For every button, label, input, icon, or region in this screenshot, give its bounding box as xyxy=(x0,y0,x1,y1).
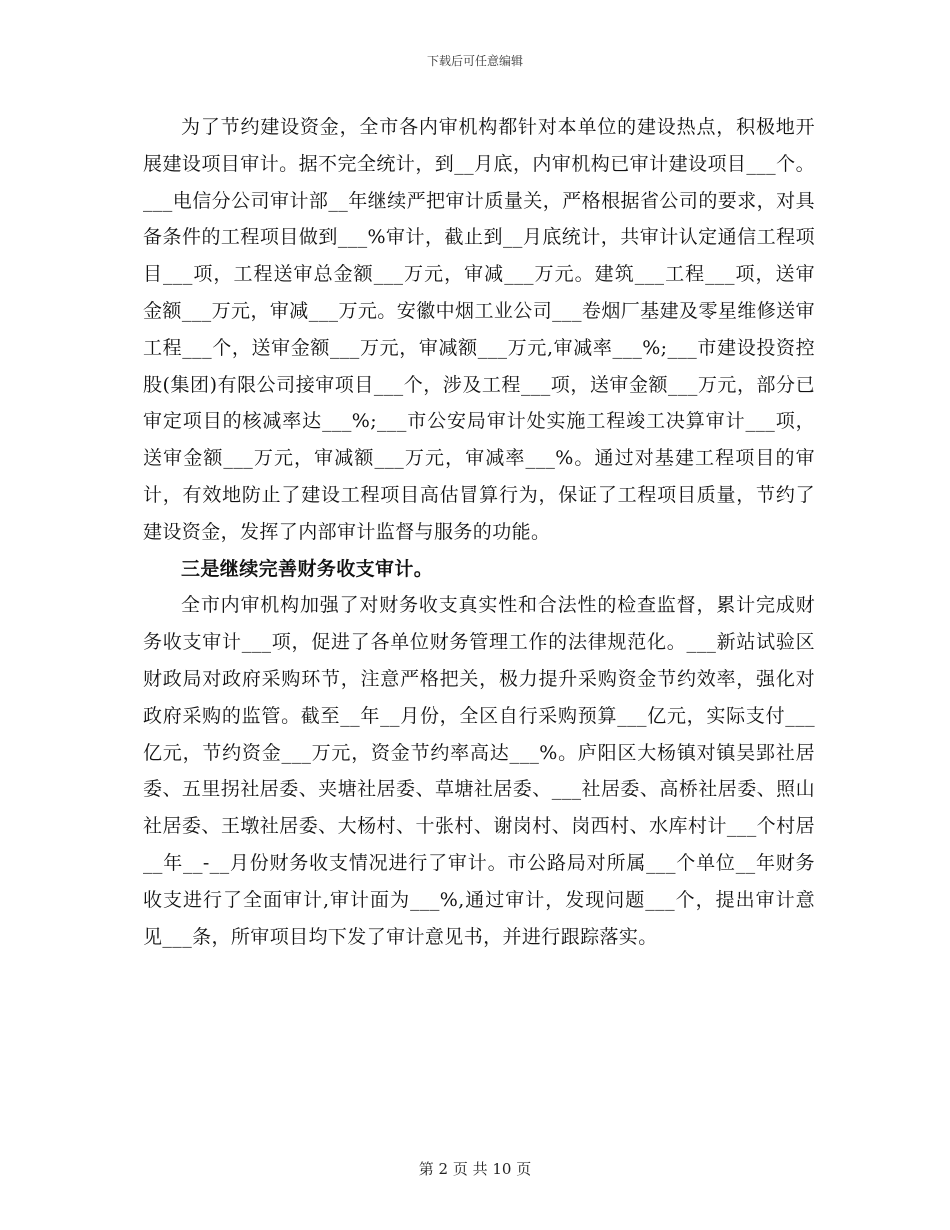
paragraph-construction-audit: 为了节约建设资金，全市各内审机构都针对本单位的建设热点，积极地开展建设项目审计。据不完全统计，到__月底，内审机构已审计建设项目___个。___电信分公司审计部__年继续严把审计质量关，严格根据省公司的要求，对具备条件的工程项目做到___%审计，截止到__月底统计，共审计认定通信工程项目___项，工程送审总金额___万元，审减___万元。建筑___工程___项，送审金额___万元，审减___万元。安徽中烟工业公司___卷烟厂基建及零星维修送审工程___个，送审金额___万元，审减额___万元,审减率___%;___市建设投资控股(集团)有限公司接审项目___个，涉及工程___项，送审金额___万元，部分已审定项目的核减率达___%;___市公安局审计处实施工程竣工决算审计___项，送审金额___万元，审减额___万元，审减率___%。通过对基建工程项目的审计，有效地防止了建设工程项目高估冒算行为，保证了工程项目质量，节约了建设资金，发挥了内部审计监督与服务的功能。 xyxy=(143,116,815,543)
paragraph-financial-audit: 全市内审机构加强了对财务收支真实性和合法性的检查监督，累计完成财务收支审计___项，促进了各单位财务管理工作的法律规范化。___新站试验区财政局对政府采购环节，注意严格把关，极力提升采购资金节约效率，强化对政府采购的监管。截至__年__月份，全区自行采购预算___亿元，实际支付___亿元，节约资金___万元，资金节约率高达___%。庐阳区大杨镇对镇吴郢社居委、五里拐社居委、夹塘社居委、草塘社居委、___社居委、高桥社居委、照山社居委、王墩社居委、大杨村、十张村、谢岗村、岗西村、水库村计___个村居__年__-__月份财务收支情况进行了审计。市公路局对所属___个单位__年财务收支进行了全面审计,审计面为___%,通过审计，发现问题___个，提出审计意见___条，所审项目均下发了审计意见书，并进行跟踪落实。 xyxy=(143,594,815,948)
section-heading-financial-audit: 三是继续完善财务收支审计。 xyxy=(181,557,434,580)
document-body xyxy=(143,109,815,955)
page-number-footer: 第 2 页 共 10 页 xyxy=(418,1160,532,1178)
page-header-note: 下载后可任意编辑 xyxy=(426,54,523,68)
